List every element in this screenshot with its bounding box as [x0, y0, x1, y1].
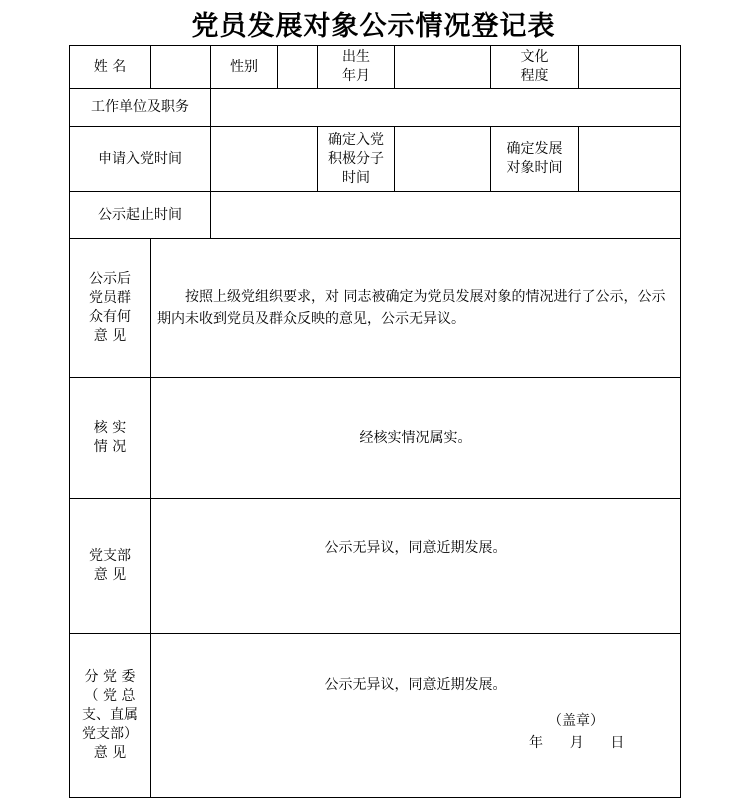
branch-opinion-text: 公示无异议，同意近期发展。 [324, 540, 507, 556]
public-opinion-content[interactable] [151, 239, 681, 378]
branch-opinion-content[interactable] [151, 499, 681, 634]
page-title: 党员发展对象公示情况登记表 [191, 11, 556, 42]
work-label: 工作单位及职务 [70, 89, 211, 127]
activist-time-label: 确定入党 积极分子 时间 [318, 127, 395, 192]
branch-opinion-label: 党支部 意 见 [70, 499, 151, 634]
verification-label: 核 实 情 况 [70, 378, 151, 499]
committee-opinion-content[interactable] [151, 634, 681, 798]
development-time-label: 确定发展 对象时间 [491, 127, 579, 192]
public-opinion-label: 公示后 党员群 众有何 意 见 [70, 239, 151, 378]
gender-label: 性别 [211, 46, 278, 89]
period-field[interactable] [211, 192, 681, 239]
birth-field[interactable] [395, 46, 491, 89]
verification-content[interactable] [151, 378, 681, 499]
date-label: 年 月 日 [529, 735, 625, 751]
public-opinion-text: 按照上级党组织要求，对 同志被确定为党员发展对象的情况进行了公示，公示期内未收到党员及群众反映的意见，公示无异议。 [157, 289, 666, 327]
apply-time-field[interactable] [211, 127, 318, 192]
row-dates [70, 127, 681, 192]
seal-label: （盖章） [548, 713, 604, 729]
committee-opinion-text: 公示无异议，同意近期发展。 [324, 677, 507, 693]
row-verification [70, 378, 681, 499]
development-time-field[interactable] [579, 127, 681, 192]
apply-time-label: 申请入党时间 [70, 127, 211, 192]
education-label: 文化 程度 [491, 46, 579, 89]
activist-time-field[interactable] [395, 127, 491, 192]
education-field[interactable] [579, 46, 681, 89]
registration-form-table [69, 45, 681, 798]
gender-field[interactable] [278, 46, 318, 89]
row-period [70, 192, 681, 239]
name-field[interactable] [151, 46, 211, 89]
birth-label: 出生 年月 [318, 46, 395, 89]
row-work [70, 89, 681, 127]
row-basic-info [70, 46, 681, 89]
period-label: 公示起止时间 [70, 192, 211, 239]
row-public-opinion [70, 239, 681, 378]
row-branch-opinion [70, 499, 681, 634]
work-field[interactable] [211, 89, 681, 127]
name-label: 姓 名 [70, 46, 151, 89]
row-committee-opinion [70, 634, 681, 798]
verification-text: 经核实情况属实。 [359, 429, 472, 446]
committee-opinion-label: 分 党 委 （ 党 总 支、直属 党支部） 意 见 [70, 634, 151, 798]
